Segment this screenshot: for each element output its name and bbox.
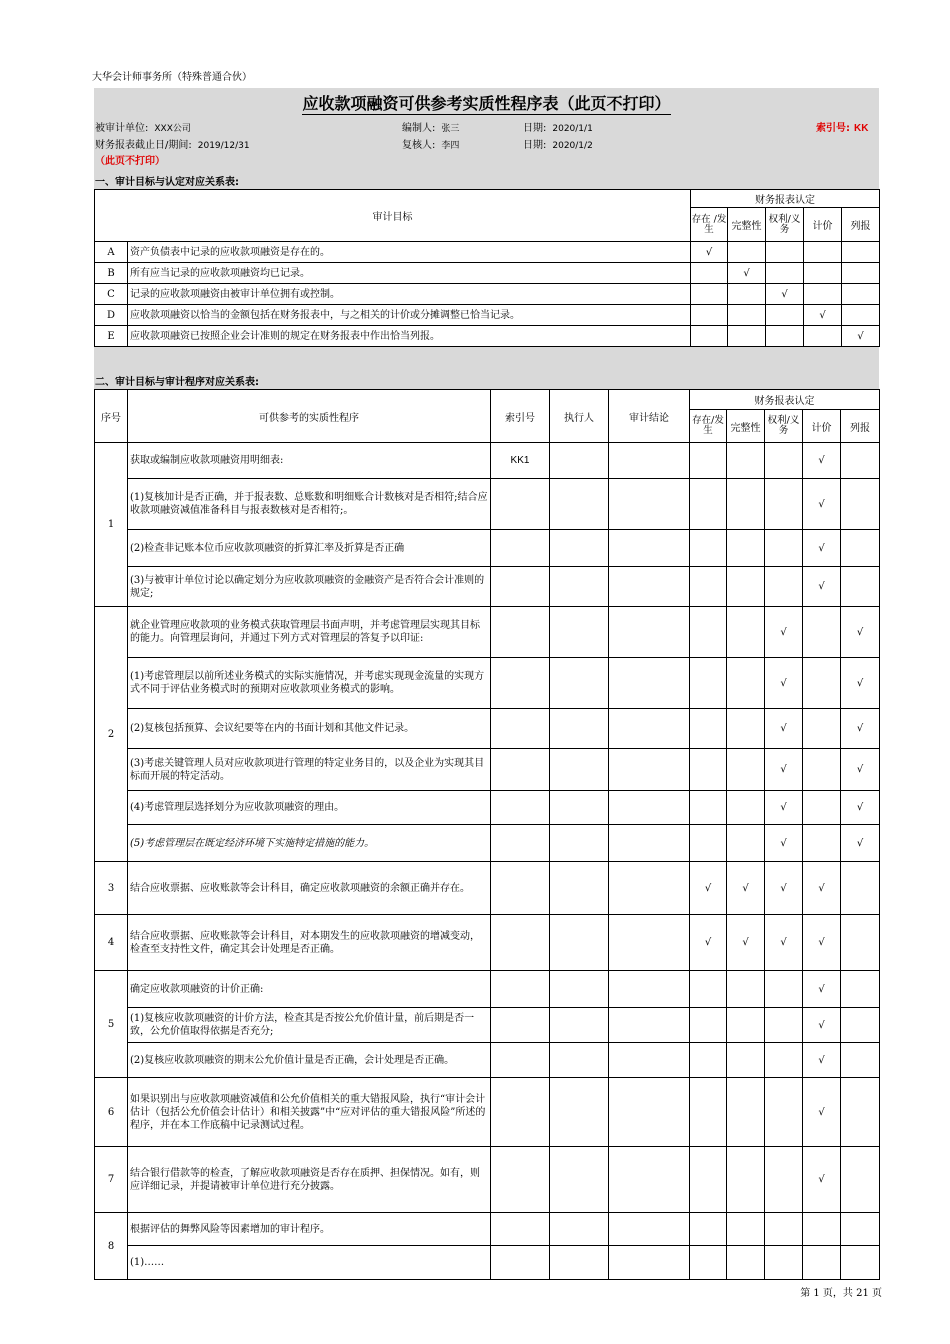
assertion-check — [841, 530, 880, 567]
assertion-check — [728, 242, 766, 263]
assertion-check: √ — [803, 1078, 841, 1147]
objective-code: C — [95, 284, 128, 305]
assertion-check — [766, 263, 804, 284]
procedure-text: 获取或编制应收款项融资用明细表: — [128, 443, 491, 479]
assertion-check — [727, 1213, 765, 1246]
conclusion-header: 审计结论 — [609, 390, 690, 443]
procedure-row — [95, 749, 880, 791]
procedure-executor — [550, 791, 609, 825]
assertion-check — [727, 658, 765, 709]
procedure-text: 结合应收票据、应收账款等会计科目，对本期发生的应收款项融资的增减变动，检查至支持性文件，确定其会计处理是否正确。 — [128, 915, 491, 971]
assertion-check — [690, 825, 727, 862]
procedure-executor — [550, 479, 609, 530]
assertion-check: √ — [690, 862, 727, 915]
assertion-check — [690, 1043, 727, 1078]
procedure-ref — [491, 825, 550, 862]
procedure-executor — [550, 915, 609, 971]
procedure-text: (2)复核包括预算、会议纪要等在内的书面计划和其他文件记录。 — [128, 709, 491, 749]
assertion-check — [803, 658, 841, 709]
assertion-check — [727, 1078, 765, 1147]
assertion-check — [727, 530, 765, 567]
procedure-executor — [550, 443, 609, 479]
assertion-check — [690, 749, 727, 791]
procedure-ref — [491, 1078, 550, 1147]
assertion-check — [804, 242, 842, 263]
assertion-check: √ — [803, 1043, 841, 1078]
procedure-conclusion — [609, 658, 690, 709]
assertion-header: 计价 — [804, 208, 842, 242]
reviewer-field: 复核人: 李四 — [402, 140, 460, 151]
assertion-check: √ — [803, 915, 841, 971]
assertion-header: 完整性 — [728, 208, 766, 242]
procedure-executor — [550, 971, 609, 1008]
no-print-note: （此页不打印） — [95, 156, 165, 167]
procedure-executor — [550, 709, 609, 749]
assertion-check: √ — [765, 915, 803, 971]
assertion-check — [691, 284, 728, 305]
procedure-text: 如果识别出与应收款项融资减值和公允价值相关的重大错报风险，执行“审计会计估计（包括公允价值会计估计）和相关披露”中“应对评估的重大错报风险”所述的程序，并在本工作底稿中记录测试过程。 — [128, 1078, 491, 1147]
assertion-check — [841, 862, 880, 915]
procedure-executor — [550, 1043, 609, 1078]
procedure-row — [95, 971, 880, 1008]
assertion-check — [841, 567, 880, 607]
no-header: 序号 — [95, 390, 128, 443]
procedure-conclusion — [609, 862, 690, 915]
procedure-row — [95, 915, 880, 971]
assertion-check — [690, 530, 727, 567]
procedure-executor — [550, 862, 609, 915]
assertion-check — [690, 1246, 727, 1280]
procedure-conclusion — [609, 825, 690, 862]
procedure-executor — [550, 825, 609, 862]
procedure-conclusion — [609, 791, 690, 825]
procedure-conclusion — [609, 607, 690, 658]
page-footer: 第 1 页，共 21 页 — [800, 1288, 882, 1299]
procedure-ref — [491, 567, 550, 607]
assertion-header: 列报 — [842, 208, 880, 242]
procedure-text: (1)考虑管理层以前所述业务模式的实际实施情况，并考虑实现现金流量的实现方式不同于评估业务模式时的预期对应收款项业务模式的影响。 — [128, 658, 491, 709]
assertion-check — [841, 1043, 880, 1078]
assertion-check: √ — [841, 791, 880, 825]
assertion-check — [803, 607, 841, 658]
objective-text: 记录的应收款项融资由被审计单位拥有或控制。 — [128, 284, 691, 305]
procedure-text: (4)考虑管理层选择划分为应收款项融资的理由。 — [128, 791, 491, 825]
assertion-check — [842, 284, 880, 305]
assertion-check — [690, 443, 727, 479]
objective-row — [95, 326, 880, 347]
procedure-text: 确定应收款项融资的计价正确: — [128, 971, 491, 1008]
assertion-check — [765, 1246, 803, 1280]
procedure-header: 可供参考的实质性程序 — [128, 390, 491, 443]
procedure-executor — [550, 1147, 609, 1213]
procedure-row — [95, 479, 880, 530]
objective-code: B — [95, 263, 128, 284]
assertion-check — [803, 749, 841, 791]
procedure-conclusion — [609, 1078, 690, 1147]
procedure-row — [95, 567, 880, 607]
assertion-check — [841, 915, 880, 971]
procedure-ref — [491, 658, 550, 709]
assertion-check: √ — [765, 749, 803, 791]
assertion-header: 权利/义务 — [766, 208, 804, 242]
assertion-check — [765, 1078, 803, 1147]
assertion-header: 存在/发生 — [690, 410, 727, 443]
assertion-check: √ — [727, 862, 765, 915]
assertion-check — [727, 443, 765, 479]
procedure-ref: KK1 — [491, 443, 550, 479]
procedure-conclusion — [609, 567, 690, 607]
assertion-check — [765, 971, 803, 1008]
objectives-table — [94, 189, 880, 347]
ref-header: 索引号 — [491, 390, 550, 443]
procedure-conclusion — [609, 915, 690, 971]
assertion-check: √ — [803, 567, 841, 607]
date2-field: 日期: 2020/1/2 — [523, 140, 593, 151]
assertion-check — [727, 1043, 765, 1078]
procedure-conclusion — [609, 1213, 690, 1246]
assertion-check: √ — [765, 791, 803, 825]
procedure-text: (1)复核应收款项融资的计价方法，检查其是否按公允价值计量，前后期是否一致，公允价值取得依据是否充分; — [128, 1008, 491, 1043]
assertion-check: √ — [803, 862, 841, 915]
assertion-check: √ — [690, 915, 727, 971]
procedure-conclusion — [609, 1008, 690, 1043]
worksheet — [94, 88, 879, 1274]
assertion-check — [765, 479, 803, 530]
procedure-row — [95, 1008, 880, 1043]
auditee-field: 被审计单位: XXX公司 — [95, 123, 191, 134]
assertion-check — [804, 326, 842, 347]
assertion-check — [766, 326, 804, 347]
assertion-check — [690, 567, 727, 607]
procedure-executor — [550, 1008, 609, 1043]
assertion-check: √ — [841, 607, 880, 658]
assertion-header: 完整性 — [727, 410, 765, 443]
objective-row — [95, 305, 880, 326]
assertion-check — [727, 1008, 765, 1043]
assertion-check: √ — [803, 971, 841, 1008]
assertion-check — [690, 971, 727, 1008]
procedure-ref — [491, 1043, 550, 1078]
procedure-executor — [550, 749, 609, 791]
assertion-check: √ — [803, 443, 841, 479]
executor-header: 执行人 — [550, 390, 609, 443]
procedure-number: 4 — [95, 915, 128, 971]
procedure-number: 7 — [95, 1147, 128, 1213]
assertion-check — [728, 326, 766, 347]
objective-code: D — [95, 305, 128, 326]
assertion-check — [727, 971, 765, 1008]
objective-code: E — [95, 326, 128, 347]
objective-header: 审计目标 — [95, 190, 691, 242]
assertion-check — [690, 658, 727, 709]
assertion-header: 列报 — [841, 410, 880, 443]
assertion-check: √ — [803, 1008, 841, 1043]
assertion-check: √ — [803, 1147, 841, 1213]
procedure-conclusion — [609, 1043, 690, 1078]
assertion-check — [691, 326, 728, 347]
period-field: 财务报表截止日/期间: 2019/12/31 — [95, 140, 250, 151]
assertion-check — [690, 607, 727, 658]
assertion-check — [803, 709, 841, 749]
assertion-check — [765, 1147, 803, 1213]
procedure-text: (1)复核加计是否正确，并于报表数、总账数和明细账合计数核对是否相符;结合应收款项融资减值准备科目与报表数核对是否相符;。 — [128, 479, 491, 530]
assertion-check: √ — [841, 825, 880, 862]
assertion-check — [842, 242, 880, 263]
assertion-check — [766, 242, 804, 263]
objective-row — [95, 284, 880, 305]
assertion-check — [841, 1078, 880, 1147]
procedure-number: 6 — [95, 1078, 128, 1147]
procedure-ref — [491, 607, 550, 658]
assertion-header: 权利/义务 — [765, 410, 803, 443]
objective-row — [95, 263, 880, 284]
procedure-executor — [550, 1078, 609, 1147]
assertion-check: √ — [804, 305, 842, 326]
objective-row — [95, 242, 880, 263]
assertion-check — [803, 791, 841, 825]
procedure-row — [95, 1213, 880, 1246]
assertion-check — [727, 607, 765, 658]
assertion-check: √ — [765, 862, 803, 915]
assertion-check: √ — [765, 658, 803, 709]
procedure-executor — [550, 567, 609, 607]
procedure-row — [95, 1043, 880, 1078]
procedure-text: 根据评估的舞弊风险等因素增加的审计程序。 — [128, 1213, 491, 1246]
section1-heading: 一、审计目标与认定对应关系表: — [95, 177, 239, 188]
procedure-ref — [491, 709, 550, 749]
assertion-check: √ — [803, 479, 841, 530]
procedure-text: (5)考虑管理层在既定经济环境下实施特定措施的能力。 — [128, 825, 491, 862]
objective-text: 所有应当记录的应收款项融资均已记录。 — [128, 263, 691, 284]
assertion-check: √ — [842, 326, 880, 347]
section2-heading: 二、审计目标与审计程序对应关系表: — [95, 377, 259, 388]
date1-field: 日期: 2020/1/1 — [523, 123, 593, 134]
procedure-ref — [491, 915, 550, 971]
assertion-check: √ — [727, 915, 765, 971]
procedure-ref — [491, 1147, 550, 1213]
assertion-check — [765, 530, 803, 567]
assertion-check — [691, 263, 728, 284]
objective-text: 应收款项融资以恰当的金额包括在财务报表中，与之相关的计价或分摊调整已恰当记录。 — [128, 305, 691, 326]
procedure-conclusion — [609, 709, 690, 749]
procedure-executor — [550, 1213, 609, 1246]
procedure-ref — [491, 1213, 550, 1246]
procedure-executor — [550, 1246, 609, 1280]
procedure-executor — [550, 658, 609, 709]
assertion-check — [841, 443, 880, 479]
procedure-number: 3 — [95, 862, 128, 915]
assertion-check — [690, 479, 727, 530]
assertion-check — [765, 1043, 803, 1078]
objective-text: 应收款项融资已按照企业会计准则的规定在财务报表中作出恰当列报。 — [128, 326, 691, 347]
assertion-check — [727, 709, 765, 749]
assertion-check — [803, 825, 841, 862]
procedure-text: (3)考虑关键管理人员对应收款项进行管理的特定业务目的，以及企业为实现其目标而开展的特定活动。 — [128, 749, 491, 791]
assertion-check — [765, 443, 803, 479]
assertion-check: √ — [765, 607, 803, 658]
procedure-row — [95, 1078, 880, 1147]
assertion-check — [728, 284, 766, 305]
assertion-check — [841, 1213, 880, 1246]
assertion-check — [727, 825, 765, 862]
assertion-check — [803, 1213, 841, 1246]
procedure-row — [95, 530, 880, 567]
procedure-row — [95, 709, 880, 749]
procedure-conclusion — [609, 443, 690, 479]
assertion-check — [766, 305, 804, 326]
assertion-group-header: 财务报表认定 — [690, 390, 880, 410]
procedure-number: 5 — [95, 971, 128, 1078]
assertion-check — [727, 791, 765, 825]
assertion-check: √ — [841, 709, 880, 749]
assertion-check: √ — [765, 709, 803, 749]
assertion-check — [727, 1147, 765, 1213]
procedure-ref — [491, 791, 550, 825]
procedures-table — [94, 389, 880, 1280]
assertion-check: √ — [841, 749, 880, 791]
procedure-row — [95, 443, 880, 479]
procedure-conclusion — [609, 1147, 690, 1213]
assertion-check — [691, 305, 728, 326]
firm-name: 大华会计师事务所（特殊普通合伙） — [92, 72, 252, 83]
assertion-check — [804, 263, 842, 284]
procedure-number: 1 — [95, 443, 128, 607]
assertion-check — [690, 791, 727, 825]
procedure-row — [95, 1246, 880, 1280]
assertion-check: √ — [841, 658, 880, 709]
procedure-conclusion — [609, 1246, 690, 1280]
procedure-number: 8 — [95, 1213, 128, 1280]
assertion-check — [690, 709, 727, 749]
procedure-row — [95, 862, 880, 915]
procedure-conclusion — [609, 971, 690, 1008]
assertion-check — [727, 479, 765, 530]
assertion-check — [690, 1078, 727, 1147]
assertion-check: √ — [691, 242, 728, 263]
index-number: 索引号: KK — [816, 123, 869, 134]
assertion-check: √ — [803, 530, 841, 567]
objective-code: A — [95, 242, 128, 263]
assertion-check — [727, 567, 765, 607]
assertion-check — [842, 263, 880, 284]
procedure-conclusion — [609, 749, 690, 791]
assertion-check — [841, 1246, 880, 1280]
procedure-ref — [491, 862, 550, 915]
procedure-text: 结合银行借款等的检查，了解应收款项融资是否存在质押、担保情况。如有，则应详细记录，并提请被审计单位进行充分披露。 — [128, 1147, 491, 1213]
procedure-ref — [491, 749, 550, 791]
assertion-check — [803, 1246, 841, 1280]
procedure-text: 结合应收票据、应收账款等会计科目，确定应收款项融资的余额正确并存在。 — [128, 862, 491, 915]
procedure-text: (1)…… — [128, 1246, 491, 1280]
procedure-executor — [550, 607, 609, 658]
assertion-check: √ — [728, 263, 766, 284]
procedure-ref — [491, 479, 550, 530]
assertion-check — [841, 1147, 880, 1213]
assertion-check — [690, 1147, 727, 1213]
assertion-header: 计价 — [803, 410, 841, 443]
procedure-executor — [550, 530, 609, 567]
assertion-check — [765, 567, 803, 607]
assertion-check — [690, 1213, 727, 1246]
procedure-ref — [491, 1008, 550, 1043]
assertion-check — [842, 305, 880, 326]
assertion-check — [727, 1246, 765, 1280]
assertion-check: √ — [765, 825, 803, 862]
assertion-check — [841, 479, 880, 530]
procedure-conclusion — [609, 479, 690, 530]
procedure-conclusion — [609, 530, 690, 567]
assertion-check — [804, 284, 842, 305]
procedure-ref — [491, 1246, 550, 1280]
procedure-text: (2)检查非记账本位币应收款项融资的折算汇率及折算是否正确 — [128, 530, 491, 567]
assertion-check — [727, 749, 765, 791]
assertion-check — [841, 1008, 880, 1043]
assertion-check — [765, 1213, 803, 1246]
procedure-row — [95, 1147, 880, 1213]
procedure-ref — [491, 971, 550, 1008]
assertion-check — [765, 1008, 803, 1043]
assertion-check: √ — [766, 284, 804, 305]
procedure-ref — [491, 530, 550, 567]
procedure-row — [95, 825, 880, 862]
assertion-check — [728, 305, 766, 326]
page-title: 应收款项融资可供参考实质性程序表（此页不打印） — [302, 94, 671, 113]
assertion-group-header: 财务报表认定 — [691, 190, 880, 208]
procedure-text: (2)复核应收款项融资的期末公允价值计量是否正确，会计处理是否正确。 — [128, 1043, 491, 1078]
procedure-row — [95, 658, 880, 709]
procedure-row — [95, 791, 880, 825]
preparer-field: 编制人: 张三 — [402, 123, 460, 134]
procedure-number: 2 — [95, 607, 128, 862]
objective-text: 资产负债表中记录的应收款项融资是存在的。 — [128, 242, 691, 263]
assertion-header: 存在 /发生 — [691, 208, 728, 242]
procedure-row — [95, 607, 880, 658]
procedure-text: (3)与被审计单位讨论以确定划分为应收款项融资的金融资产是否符合会计准则的规定; — [128, 567, 491, 607]
assertion-check — [841, 971, 880, 1008]
procedure-text: 就企业管理应收款项的业务模式获取管理层书面声明，并考虑管理层实现其目标的能力。向管理层询问，并通过下列方式对管理层的答复予以印证: — [128, 607, 491, 658]
assertion-check — [690, 1008, 727, 1043]
